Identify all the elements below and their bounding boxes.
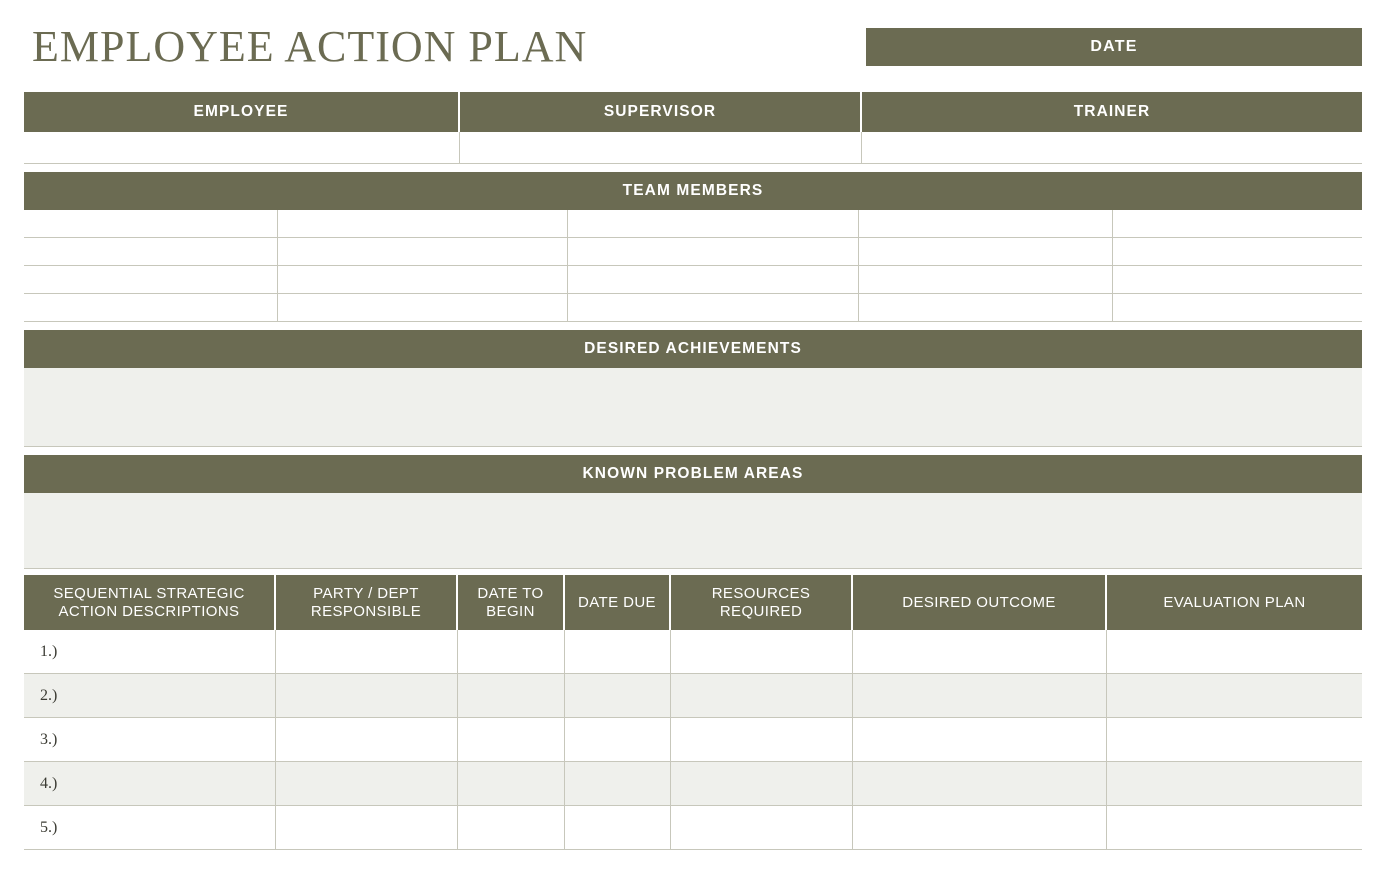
action-begin-cell[interactable]	[458, 630, 565, 674]
action-table-header	[24, 575, 1362, 630]
team-member-cell[interactable]	[1113, 238, 1362, 266]
action-evaluation-cell[interactable]	[1107, 718, 1362, 762]
table-row	[24, 674, 1362, 718]
page-title: EMPLOYEE ACTION PLAN	[32, 21, 588, 71]
team-member-cell[interactable]	[568, 266, 859, 294]
column-header-desired-outcome: DESIRED OUTCOME	[853, 575, 1107, 630]
action-due-cell[interactable]	[565, 806, 671, 850]
action-evaluation-cell[interactable]	[1107, 630, 1362, 674]
team-member-cell[interactable]	[859, 266, 1113, 294]
date-header-banner[interactable]: DATE	[866, 28, 1362, 66]
action-begin-cell[interactable]	[458, 762, 565, 806]
team-member-cell[interactable]	[568, 294, 859, 322]
action-sequence-cell[interactable]: 3.)	[24, 718, 276, 762]
team-member-cell[interactable]	[1113, 294, 1362, 322]
team-member-cell[interactable]	[24, 238, 278, 266]
action-evaluation-cell[interactable]	[1107, 674, 1362, 718]
trainer-column-header: TRAINER	[862, 92, 1362, 132]
column-header-date-due: DATE DUE	[565, 575, 671, 630]
known-problem-areas-field[interactable]	[24, 493, 1362, 569]
action-begin-cell[interactable]	[458, 718, 565, 762]
title-row	[24, 0, 1362, 92]
table-row	[24, 210, 1362, 238]
table-row	[24, 630, 1362, 674]
action-due-cell[interactable]	[565, 674, 671, 718]
action-outcome-cell[interactable]	[853, 762, 1107, 806]
supervisor-column-header: SUPERVISOR	[460, 92, 862, 132]
column-header-date-to-begin: DATE TO BEGIN	[458, 575, 565, 630]
team-member-cell[interactable]	[24, 266, 278, 294]
action-resources-cell[interactable]	[671, 762, 853, 806]
action-due-cell[interactable]	[565, 630, 671, 674]
action-outcome-cell[interactable]	[853, 630, 1107, 674]
action-table-body	[24, 630, 1362, 850]
team-member-cell[interactable]	[1113, 266, 1362, 294]
action-begin-cell[interactable]	[458, 674, 565, 718]
supervisor-field[interactable]	[460, 132, 862, 164]
team-member-cell[interactable]	[278, 266, 568, 294]
action-outcome-cell[interactable]	[853, 806, 1107, 850]
team-member-cell[interactable]	[859, 294, 1113, 322]
table-row	[24, 762, 1362, 806]
action-outcome-cell[interactable]	[853, 718, 1107, 762]
column-header-party-responsible: PARTY / DEPT RESPONSIBLE	[276, 575, 458, 630]
column-header-evaluation-plan: EVALUATION PLAN	[1163, 593, 1306, 611]
team-member-cell[interactable]	[278, 294, 568, 322]
team-member-cell[interactable]	[568, 210, 859, 238]
table-row	[24, 238, 1362, 266]
action-resources-cell[interactable]	[671, 718, 853, 762]
desired-achievements-field[interactable]	[24, 368, 1362, 447]
action-party-cell[interactable]	[276, 762, 458, 806]
team-member-cell[interactable]	[1113, 210, 1362, 238]
action-sequence-cell[interactable]: 2.)	[24, 674, 276, 718]
people-values-row	[24, 132, 1362, 164]
spacer	[24, 164, 1362, 172]
employee-column-header: EMPLOYEE	[24, 92, 460, 132]
table-row	[24, 718, 1362, 762]
table-row	[24, 806, 1362, 850]
table-row	[24, 266, 1362, 294]
action-due-cell[interactable]	[565, 762, 671, 806]
desired-achievements-heading: DESIRED ACHIEVEMENTS	[24, 330, 1362, 368]
action-party-cell[interactable]	[276, 718, 458, 762]
table-row	[24, 294, 1362, 322]
action-party-cell[interactable]	[276, 630, 458, 674]
team-member-cell[interactable]	[568, 238, 859, 266]
action-begin-cell[interactable]	[458, 806, 565, 850]
action-party-cell[interactable]	[276, 674, 458, 718]
action-resources-cell[interactable]	[671, 674, 853, 718]
known-problem-areas-heading: KNOWN PROBLEM AREAS	[24, 455, 1362, 493]
spacer	[24, 447, 1362, 455]
people-header-row	[24, 92, 1362, 132]
action-evaluation-cell[interactable]	[1107, 806, 1362, 850]
spacer	[24, 322, 1362, 330]
team-member-cell[interactable]	[24, 294, 278, 322]
action-sequence-cell[interactable]: 1.)	[24, 630, 276, 674]
team-member-cell[interactable]	[859, 210, 1113, 238]
action-outcome-cell[interactable]	[853, 674, 1107, 718]
team-members-grid	[24, 210, 1362, 322]
team-member-cell[interactable]	[278, 210, 568, 238]
team-member-cell[interactable]	[278, 238, 568, 266]
action-resources-cell[interactable]	[671, 630, 853, 674]
team-member-cell[interactable]	[859, 238, 1113, 266]
action-sequence-cell[interactable]: 5.)	[24, 806, 276, 850]
column-header-sequential-actions: SEQUENTIAL STRATEGIC ACTION DESCRIPTIONS	[24, 575, 276, 630]
column-header-resources-required: RESOURCES REQUIRED	[671, 575, 853, 630]
action-sequence-cell[interactable]: 4.)	[24, 762, 276, 806]
action-resources-cell[interactable]	[671, 806, 853, 850]
action-party-cell[interactable]	[276, 806, 458, 850]
employee-field[interactable]	[24, 132, 460, 164]
action-evaluation-cell[interactable]	[1107, 762, 1362, 806]
team-members-heading: TEAM MEMBERS	[24, 172, 1362, 210]
trainer-field[interactable]	[862, 132, 1362, 164]
team-member-cell[interactable]	[24, 210, 278, 238]
action-due-cell[interactable]	[565, 718, 671, 762]
